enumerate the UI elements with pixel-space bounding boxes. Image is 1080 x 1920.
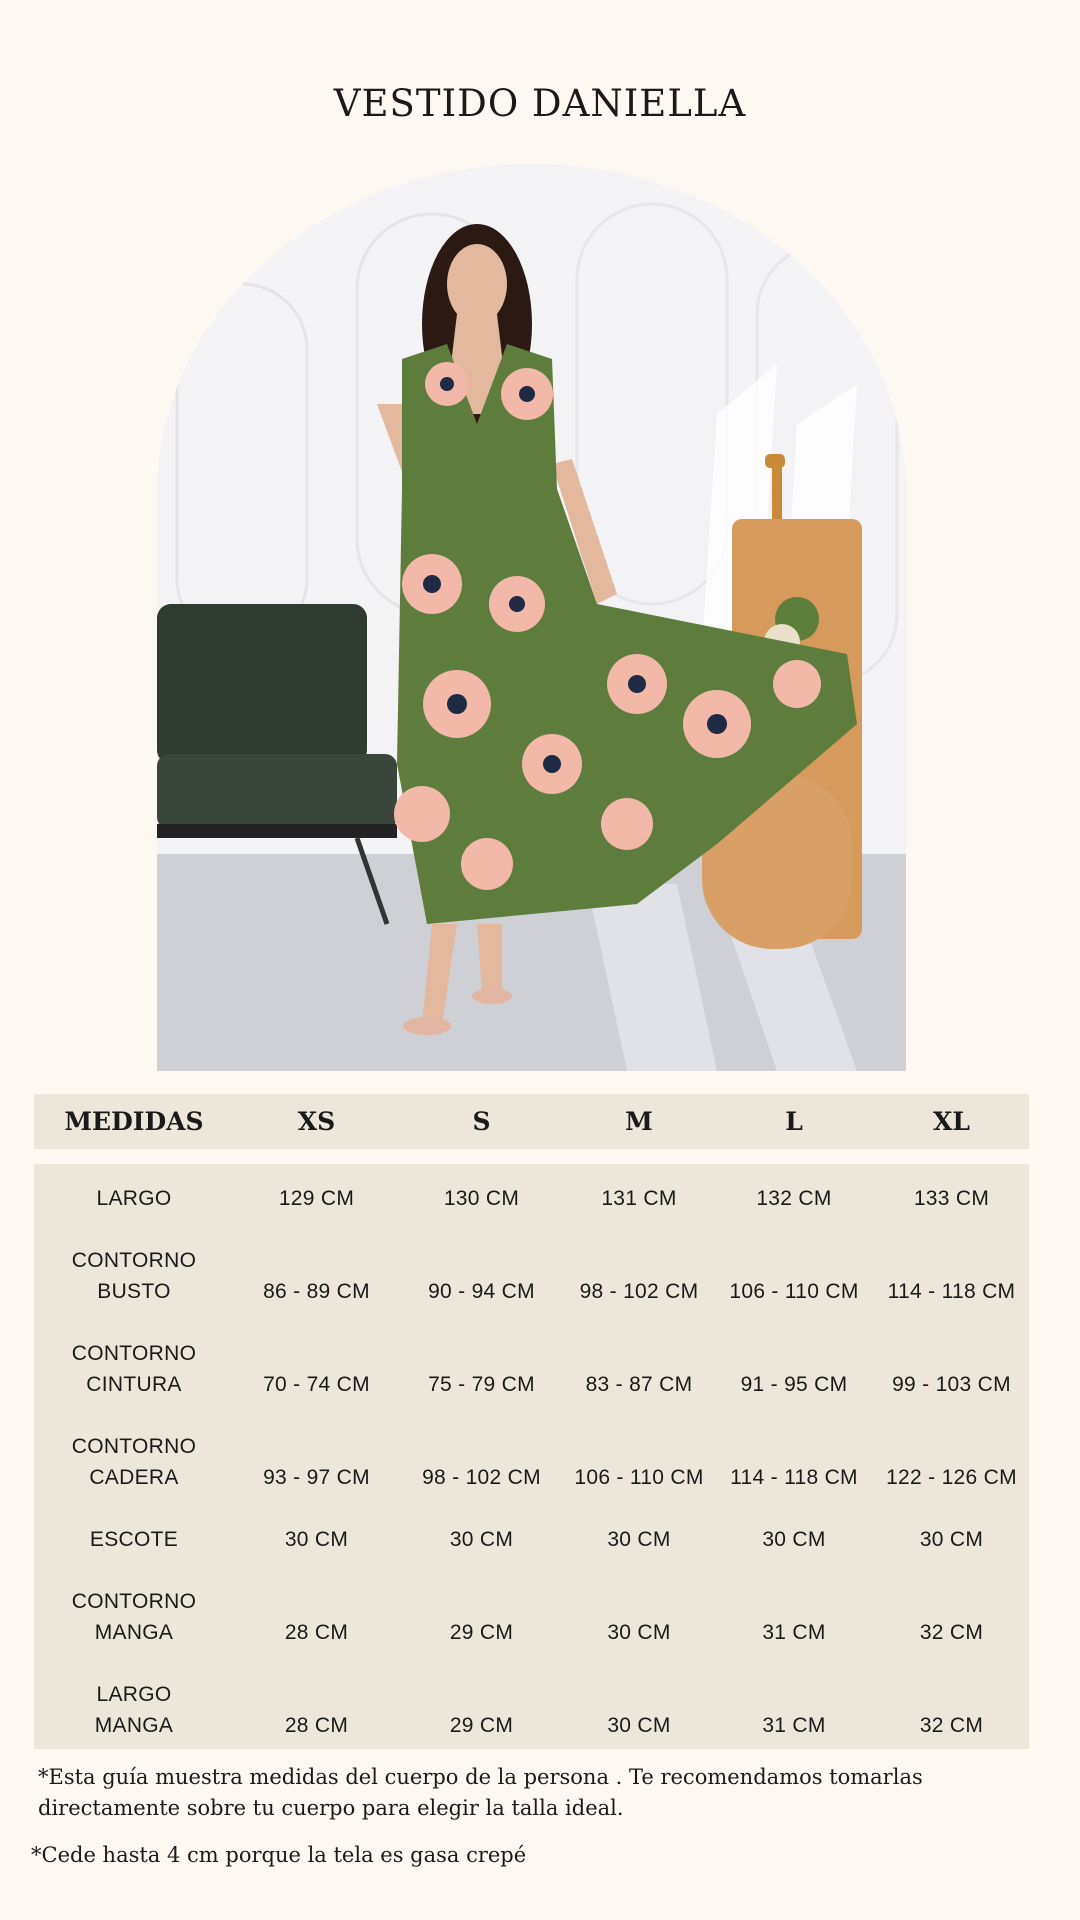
fabric-stretch-note: *Cede hasta 4 cm porque la tela es gasa crepé: [31, 1843, 527, 1867]
table-row: [34, 1555, 1029, 1648]
value-xs: 28 CM: [284, 1621, 349, 1644]
value-xs: 28 CM: [284, 1714, 349, 1737]
value-xl: 114 - 118 CM: [887, 1280, 1016, 1303]
header-m: M: [625, 1107, 653, 1136]
value-l: 106 - 110 CM: [729, 1280, 859, 1303]
size-chart-header: [34, 1094, 1029, 1149]
value-xl: 122 - 126 CM: [886, 1466, 1017, 1489]
model-photo-icon: [157, 164, 906, 1071]
value-s: 130 CM: [443, 1187, 520, 1210]
value-xs: 93 - 97 CM: [263, 1466, 370, 1489]
value-s: 90 - 94 CM: [428, 1280, 535, 1303]
value-l: 31 CM: [762, 1714, 826, 1737]
header-xl: XL: [933, 1107, 970, 1136]
value-xs: 30 CM: [284, 1528, 349, 1551]
header-l: L: [785, 1107, 803, 1136]
table-row: [34, 1648, 1029, 1741]
value-xs: 86 - 89 CM: [263, 1280, 370, 1303]
header-xs: XS: [297, 1107, 336, 1136]
header-medidas: MEDIDAS: [64, 1107, 204, 1136]
value-s: 29 CM: [449, 1714, 514, 1737]
measurement-guide-note: *Esta guía muestra medidas del cuerpo de la persona . Te recomendamos tomarlas directamente sobre tu cuerpo para elegir la talla ideal.: [38, 1765, 923, 1820]
value-xl: 32 CM: [919, 1714, 984, 1737]
table-row: [34, 1400, 1029, 1493]
row-label: CONTORNO CINTURA: [71, 1342, 197, 1396]
value-xl: 32 CM: [919, 1621, 984, 1644]
value-l: 30 CM: [762, 1528, 826, 1551]
value-m: 83 - 87 CM: [585, 1373, 693, 1396]
value-l: 31 CM: [762, 1621, 826, 1644]
value-xl: 133 CM: [913, 1187, 990, 1210]
row-label: CONTORNO CADERA: [71, 1435, 197, 1489]
value-m: 106 - 110 CM: [574, 1466, 704, 1489]
value-xl: 99 - 103 CM: [892, 1373, 1011, 1396]
size-chart: [34, 1094, 1029, 1749]
row-label: LARGO: [96, 1187, 172, 1210]
value-s: 29 CM: [449, 1621, 514, 1644]
value-l: 91 - 95 CM: [740, 1373, 848, 1396]
value-m: 131 CM: [601, 1187, 677, 1210]
header-s: S: [472, 1107, 491, 1136]
table-row: [34, 1214, 1029, 1307]
table-row: [34, 1493, 1029, 1555]
value-m: 30 CM: [607, 1528, 671, 1551]
row-label: ESCOTE: [89, 1528, 179, 1551]
row-label: CONTORNO BUSTO: [71, 1249, 197, 1303]
value-xs: 70 - 74 CM: [263, 1373, 370, 1396]
table-row: [34, 1307, 1029, 1400]
size-chart-body: [34, 1164, 1029, 1749]
value-s: 75 - 79 CM: [428, 1373, 535, 1396]
value-l: 114 - 118 CM: [730, 1466, 858, 1489]
value-s: 98 - 102 CM: [422, 1466, 541, 1489]
table-row: [34, 1164, 1029, 1214]
value-xs: 129 CM: [278, 1187, 355, 1210]
row-label: LARGO MANGA: [94, 1683, 174, 1737]
row-label: CONTORNO MANGA: [71, 1590, 197, 1644]
value-m: 98 - 102 CM: [579, 1280, 699, 1303]
value-s: 30 CM: [449, 1528, 514, 1551]
value-xl: 30 CM: [919, 1528, 984, 1551]
value-m: 30 CM: [607, 1714, 671, 1737]
value-l: 132 CM: [756, 1187, 832, 1210]
value-m: 30 CM: [607, 1621, 671, 1644]
model-photo: [157, 164, 906, 1071]
page-title: VESTIDO DANIELLA: [333, 82, 747, 125]
